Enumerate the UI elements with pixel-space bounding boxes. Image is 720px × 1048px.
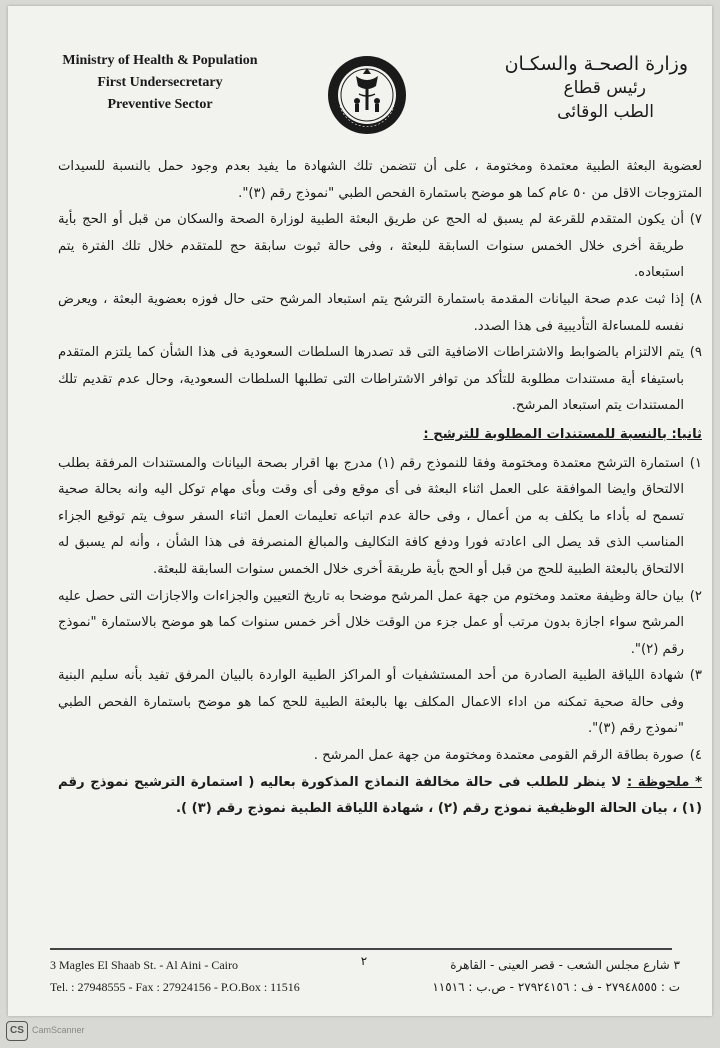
- item-text: صورة بطاقة الرقم القومى معتمدة ومختومة من جهة عمل المرشح .: [313, 748, 684, 764]
- item-number: ٩): [689, 345, 702, 361]
- footer-ar-address: ٣ شارع مجلس الشعب - قصر العينى - القاهرة: [450, 958, 680, 972]
- list-item-8: [58, 287, 702, 340]
- item-number: ٧): [689, 212, 702, 228]
- header-arabic: [490, 52, 690, 124]
- doc-item-4: [58, 743, 702, 770]
- header-en-line-2: First Undersecretary: [97, 75, 223, 90]
- footer-en-address: 3 Magles El Shaab St. - Al Aini - Cairo: [50, 958, 238, 972]
- item-text: شهادة اللياقة الطبية الصادرة من أحد المستشفيات أو المراكز الطبية الواردة بالبيان المرفق تفيد بأنه سليم البنية وفى حالة صحية تمكنه من اداء الاعمال المكلف بها بالبعثة الطبية للحج كما هو موضح باستمارة الفحص الطبي "نموذج رقم (٣)".: [58, 668, 684, 737]
- scanner-watermark-bar: [0, 1018, 720, 1048]
- item-text: أن يكون المتقدم للقرعة لم يسبق له الحج عن طريق البعثة الطبية لوزارة الصحة والسكان من قبل أو الحج بأية طريقة أخرى خلال الخمس سنوات السابقة للبعثة ، وفى حالة ثبوت سابقة حج للمتقدم خلال تلك الفترة يتم استبعاده.: [58, 212, 684, 281]
- section-title: ثانيا: بالنسبة للمستندات المطلوبة للترشح :: [423, 426, 702, 442]
- footer-divider: [50, 948, 672, 950]
- header-ar-line-1: وزارة الصحـة والسكـان: [504, 53, 688, 75]
- doc-item-1: [58, 451, 702, 584]
- footer-en-contact: Tel. : 27948555 - Fax : 27924156 - P.O.Box : 11516: [50, 980, 300, 994]
- intro-paragraph: لعضوية البعثة الطبية معتمدة ومختومة ، على أن تتضمن تلك الشهادة ما يفيد بعدم وجود حمل بالنسبة للسيدات المتزوجات الاقل من ٥٠ عام كما هو موضح باستمارة الفحص الطبي "نموذج رقم (٣)".: [58, 159, 702, 201]
- footer-ar-contact: ت : ٢٧٩٤٨٥٥٥ - ف : ٢٧٩٢٤١٥٦ - ص.ب : ١١٥١٦: [432, 980, 680, 994]
- doc-item-3: [58, 663, 702, 743]
- camscanner-label: CamScanner: [32, 1025, 85, 1035]
- item-number: ٤): [689, 748, 702, 764]
- item-text: بيان حالة وظيفة معتمد ومختوم من جهة عمل المرشح موضحا به تاريخ التعيين والجزاءات والاجازات التى حصل عليه المرشح سواء اجازة بدون مرتب أو عمل جزء من الوقت خلال أخر خمس سنوات كما هو موضح بالاستمارة "نموذج رقم (٢)".: [58, 588, 684, 657]
- header-english: [50, 50, 270, 116]
- header-ar-line-3: الطب الوقائى: [557, 102, 654, 122]
- note-text: لا ينظر للطلب فى حالة مخالفة النماذج المذكورة بعاليه ( استمارة الترشيح نموذج رقم (١) ، بيان الحالة الوظيفية نموذج رقم (٢) ، شهادة اللياقة الطبية نموذج رقم (٣) ).: [58, 774, 702, 817]
- item-text: يتم الالتزام بالضوابط والاشتراطات الاضافية التى قد تصدرها السلطات السعودية فى هذا الشأن كما يلتزم المتقدم باستيفاء أية مستندات مطلوبة للتأكد من توافر الاشتراطات التى تطلبها السلطات السعودية، وحال عدم تقديم تلك المستندات يتم استبعاد المرشح.: [58, 345, 684, 414]
- document-body: [58, 154, 702, 823]
- note-label: * ملحوظة :: [626, 774, 702, 790]
- header-en-line-3: Preventive Sector: [107, 97, 213, 112]
- item-number: ٢): [689, 588, 702, 604]
- item-number: ٨): [689, 291, 702, 307]
- list-item-7: [58, 207, 702, 287]
- doc-item-2: [58, 584, 702, 664]
- document-page: [8, 6, 712, 1016]
- item-number: ٣): [689, 668, 702, 684]
- header-en-line-1: Ministry of Health & Population: [62, 53, 258, 68]
- note-paragraph: [58, 770, 702, 823]
- list-item-9: [58, 340, 702, 420]
- page-number: ٢: [360, 954, 368, 968]
- item-text: إذا ثبت عدم صحة البيانات المقدمة باستمارة الترشح يتم استبعاد المرشح حتى حال فوزه بعضوية البعثة ، ويعرض نفسه للمساءلة التأديبية فى هذا الصدد.: [58, 291, 684, 334]
- header-ar-line-2: رئيس قطاع: [563, 78, 646, 98]
- item-text: استمارة الترشح معتمدة ومختومة وفقا للنموذج رقم (١) مدرج بها اقرار بصحة البيانات والمستندات المرفقة بطلب الالتحاق وايضا الموافقة على العمل اثناء البعثة فى أى موقع وفى أى وقت وبأى مهام توكل اليه وانه بحالة صحية تسمح له بأداء ما يكلف به من أعمال ، وفى حالة عدم اتباعه تعليمات العمل اثناء السفر سوف يتم توقيع الجزاء المناسب الذى قد يصل الى اعادته فورا ودفع كافة التكاليف والمبالغ المنصرفة فى هذا الشأن ، وأنه لم يسبق له الالتحاق بالبعثة الطبية للحج من قبل أو الحج بأية طريقة أخرى خلال الخمس سنوات السابقة للبعثة.: [58, 455, 684, 577]
- camscanner-logo-icon: CS: [6, 1021, 28, 1041]
- footer-arabic: [380, 954, 680, 998]
- footer-english: [50, 954, 370, 998]
- ministry-logo-icon: [326, 54, 408, 136]
- item-number: ١): [689, 455, 702, 471]
